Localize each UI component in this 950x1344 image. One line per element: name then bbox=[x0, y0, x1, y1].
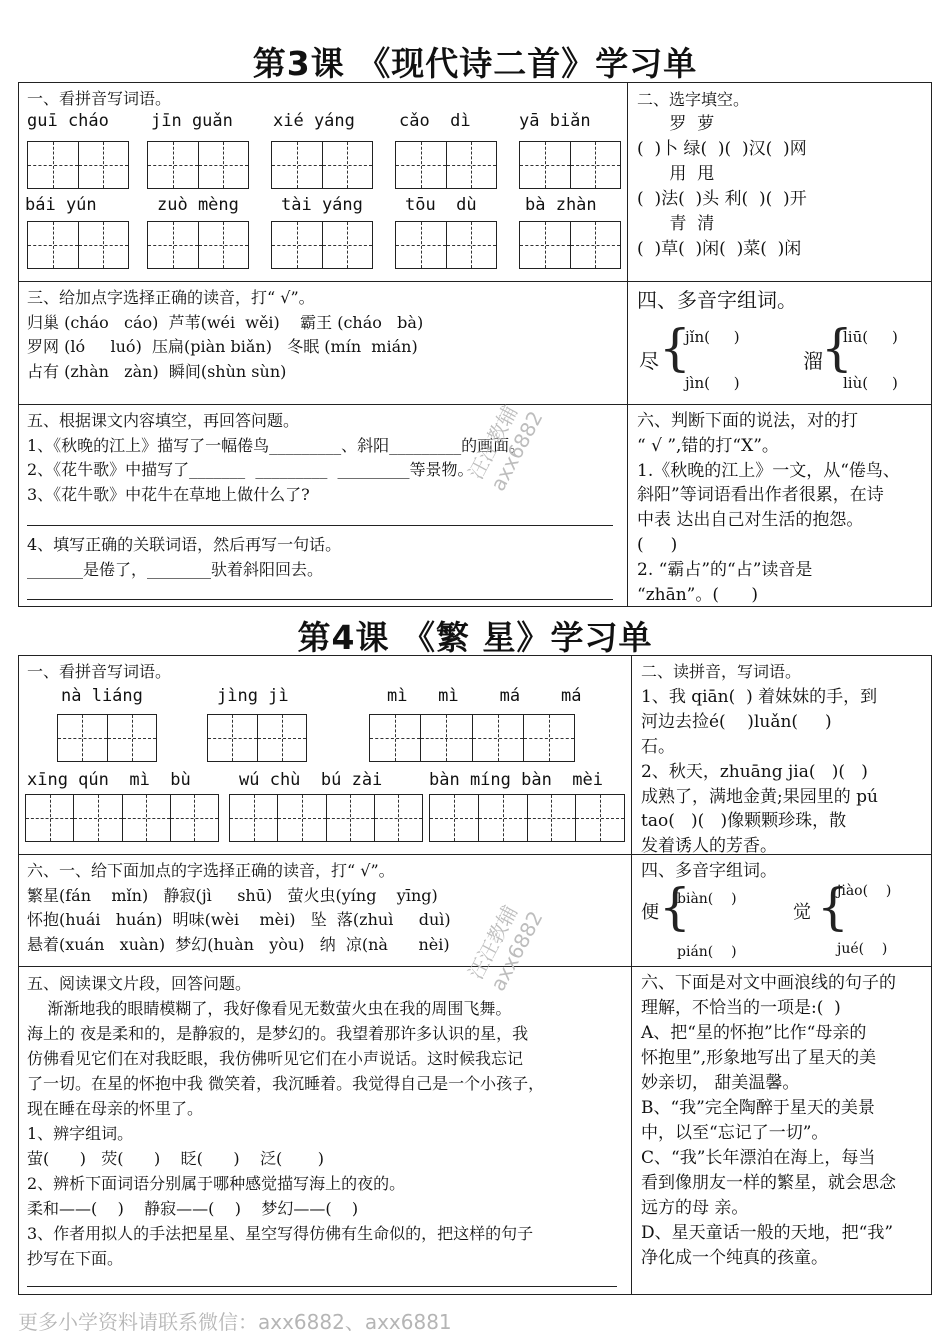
l3-q3-heading: 三、给加点字选择正确的读音，打“ √”。 bbox=[27, 288, 315, 307]
l3-q6-line: ( ) bbox=[637, 534, 678, 555]
l3-q1-pinyin: cǎo dì bbox=[399, 111, 471, 131]
l4-q6-line: A、把“星的怀抱”比作“母亲的 bbox=[641, 1023, 867, 1043]
l3-q1-pinyin: tài yáng bbox=[281, 195, 363, 215]
l4-q3-heading: 六、一、给下面加点的字选择正确的读音，打“ √”。 bbox=[27, 861, 395, 880]
l4-writing-grid[interactable] bbox=[207, 714, 307, 762]
l4-q6-line: B、“我”完全陶醉于星天的美景 bbox=[641, 1098, 875, 1118]
l3-q1-pinyin: xié yáng bbox=[273, 111, 355, 131]
l4-writing-grid[interactable] bbox=[57, 714, 157, 762]
l3-q3-cell bbox=[19, 282, 627, 404]
l3-q4-reading: liù( ) bbox=[843, 374, 898, 392]
l4-q3-line: 悬着(xuán xuàn) 梦幻(huàn yòu) 纳 凉(nà nèi) bbox=[27, 934, 450, 954]
l3-q1-pinyin: jīn guǎn bbox=[151, 111, 233, 131]
l3-q4-reading: jìn( ) bbox=[685, 374, 740, 392]
l3-q4-reading: jǐn( ) bbox=[685, 328, 740, 346]
l3-q6-line: 1.《秋晚的江上》一文，从“倦鸟、 bbox=[637, 460, 900, 481]
l4-q5-passage-line: 现在睡在母亲的怀里了。 bbox=[27, 1099, 204, 1118]
l4-writing-grid[interactable] bbox=[429, 794, 625, 842]
l3-q2-line: 青 清 bbox=[637, 214, 715, 234]
l4-q5-sub-line: 萤( ) 荧( ) 眨( ) 泛( ) bbox=[27, 1149, 325, 1168]
l4-q5-sub-heading: 2、辨析下面词语分别属于哪种感觉描写海上的夜的。 bbox=[27, 1174, 406, 1193]
l4-writing-grid[interactable] bbox=[369, 714, 575, 762]
l4-q2-line: 发着诱人的芳香。 bbox=[641, 836, 777, 854]
l3-q6-line: 斜阳”等词语看出作者很累，在诗 bbox=[637, 485, 884, 506]
l3-q6-line: “zhān”。( ) bbox=[637, 584, 759, 605]
l4-q6-line: D、星天童话一般的天地，把“我” bbox=[641, 1223, 894, 1243]
l3-q5-sub-heading: 4、填写正确的关联词语，然后再写一句话。 bbox=[27, 535, 342, 554]
l4-q2-line: 石。 bbox=[641, 736, 675, 757]
l4-q2-line: 成熟了，满地金黄;果园里的 pú bbox=[641, 786, 878, 807]
l3-q4-char: 尽 bbox=[639, 349, 659, 373]
l3-q1-pinyin: bà zhàn bbox=[525, 195, 597, 215]
l3-q3-line: 占有 (zhàn zàn) 瞬间(shùn sùn) bbox=[27, 361, 287, 381]
l3-q2-line: ( )法( )头 利( )( )开 bbox=[637, 189, 807, 209]
l3-writing-grid[interactable] bbox=[519, 141, 621, 189]
l3-q6-line: 2. “霸占”的“占”读音是 bbox=[637, 559, 813, 580]
l3-q4-heading: 四、多音字组词。 bbox=[637, 288, 797, 312]
brace-icon: { bbox=[659, 878, 691, 936]
l4-q4-char: 便 bbox=[641, 902, 659, 923]
l3-q3-line: 罗网 (ló luó) 压扁(piàn biǎn) 冬眠 (mín mián) bbox=[27, 337, 418, 356]
l4-q5-passage-line: 海上的 夜是柔和的，是静寂的，是梦幻的。我望着那许多认识的星，我 bbox=[27, 1024, 529, 1043]
watermark: 汪汪教辅 axx6882 bbox=[463, 401, 548, 495]
l4-q6-line: 净化成一个纯真的孩童。 bbox=[641, 1248, 828, 1268]
l3-q1-pinyin: guī cháo bbox=[27, 111, 109, 131]
l4-writing-grid[interactable] bbox=[229, 794, 423, 842]
l3-q6-line: “ √ ”,错的打“X”。 bbox=[637, 435, 779, 456]
l4-q4-reading: jiào( ) bbox=[837, 883, 892, 899]
l3-q1-heading: 一、看拼音写词语。 bbox=[27, 89, 172, 108]
l3-q5-heading: 五、根据课文内容填空，再回答问题。 bbox=[27, 411, 300, 430]
l4-q2-heading: 二、读拼音，写词语。 bbox=[641, 662, 802, 681]
l4-q5-passage-line: 渐渐地我的眼睛模糊了，我好像看见无数萤火虫在我的周围飞舞。 bbox=[27, 999, 512, 1018]
l3-q2-heading: 二、选字填空。 bbox=[637, 90, 750, 109]
l4-q2-line: 1、我 qiān( ) 着妹妹的手，到 bbox=[641, 686, 878, 707]
l4-q3-line: 繁星(fán mǐn) 静寂(jì shū) 萤火虫(yíng yīng) bbox=[27, 885, 438, 905]
l3-q5-sub-line: _______是倦了，________驮着斜阳回去。 bbox=[27, 560, 324, 579]
l4-q3-cell bbox=[19, 855, 631, 966]
l4-q6-heading: 六、下面是对文中画浪线的句子的 bbox=[641, 973, 896, 993]
l3-q1-pinyin: bái yún bbox=[25, 195, 97, 215]
l4-q5-passage-line: 了一切。在星的怀抱中我 微笑着，我沉睡着。我觉得自己是一个小孩子， bbox=[27, 1074, 545, 1093]
l3-writing-grid[interactable] bbox=[147, 221, 249, 269]
brace-icon: { bbox=[659, 319, 691, 377]
l4-q4-reading: jué( ) bbox=[837, 941, 888, 957]
l4-q6-line: 妙亲切， 甜美温馨。 bbox=[641, 1073, 800, 1093]
l3-writing-grid[interactable] bbox=[27, 221, 129, 269]
l4-q5-sub-heading: 3、作者用拟人的手法把星星、星空写得仿佛有生命似的，把这样的句子 bbox=[27, 1224, 534, 1243]
l3-writing-grid[interactable] bbox=[271, 141, 373, 189]
l4-q4-reading: biàn( ) bbox=[677, 891, 737, 907]
l3-writing-grid[interactable] bbox=[271, 221, 373, 269]
l3-q2-line: ( )卜 绿( )( )汉( )网 bbox=[637, 139, 807, 159]
l3-q5-line: 1、《秋晚的江上》描写了一幅倦鸟_________、斜阳_________的画面。 bbox=[27, 435, 526, 455]
lesson4-title: 第4课 《繁 星》学习单 bbox=[297, 618, 653, 657]
answer-line[interactable] bbox=[27, 1286, 617, 1287]
l3-q1-pinyin: yā biǎn bbox=[519, 111, 591, 131]
l3-q2-cell bbox=[629, 83, 931, 281]
l4-q2-line: tao( )( )像颗颗珍珠，散 bbox=[641, 811, 847, 832]
l4-q4-reading: pián( ) bbox=[677, 944, 737, 960]
l4-q1-pinyin: wú chù bú zài bbox=[239, 770, 383, 790]
l3-writing-grid[interactable] bbox=[27, 141, 129, 189]
l3-q1-pinyin: tōu dù bbox=[405, 195, 477, 215]
l4-q5-passage-line: 仿佛看见它们在对我眨眼，我仿佛听见它们在小声说话。这时候我忘记 bbox=[27, 1049, 524, 1068]
l3-writing-grid[interactable] bbox=[519, 221, 621, 269]
l4-q6-line: C、“我”长年漂泊在海上，每当 bbox=[641, 1148, 876, 1168]
brace-icon: { bbox=[817, 878, 849, 936]
l4-q6-line: 中，以至“忘记了一切”。 bbox=[641, 1123, 829, 1143]
l4-q5-sub-line: 抄写在下面。 bbox=[27, 1249, 124, 1268]
l4-q6-line: 理解，不恰当的一项是:( ) bbox=[641, 998, 841, 1018]
l4-q5-cell bbox=[19, 967, 631, 1294]
l3-q2-line: ( )草( )闲( )菜( )闲 bbox=[637, 239, 802, 259]
l3-q2-line: 罗 萝 bbox=[637, 114, 715, 134]
l4-q6-cell bbox=[633, 967, 931, 1294]
l3-q1-pinyin: zuò mèng bbox=[157, 195, 239, 215]
answer-line[interactable] bbox=[27, 599, 613, 600]
watermark: 汪汪教辅 axx6882 bbox=[463, 901, 548, 995]
lesson3-title: 第3课 《现代诗二首》学习单 bbox=[252, 44, 698, 83]
l3-writing-grid[interactable] bbox=[147, 141, 249, 189]
l4-writing-grid[interactable] bbox=[25, 794, 219, 842]
l4-q1-pinyin: bàn míng bàn mèi bbox=[429, 770, 603, 790]
brace-icon: { bbox=[821, 319, 853, 377]
l3-writing-grid[interactable] bbox=[395, 141, 497, 189]
l4-q5-heading: 五、阅读课文片段，回答问题。 bbox=[27, 974, 252, 993]
l3-q5-line: 2、《花牛歌》中描写了_______ _________ _________等景物。 bbox=[27, 460, 474, 479]
l4-q1-pinyin: mì mì má má bbox=[387, 686, 582, 706]
l4-q6-line: 看到像朋友一样的繁星，就会思念 bbox=[641, 1173, 896, 1193]
l3-q4-reading: liū( ) bbox=[843, 328, 898, 346]
l3-q5-line: 3、《花牛歌》中花牛在草地上做什么了? bbox=[27, 484, 310, 504]
l3-q6-line: 中表 达出自己对生活的抱怨。 bbox=[637, 510, 864, 531]
l4-q4-char: 觉 bbox=[793, 902, 811, 923]
l3-q2-line: 用 甩 bbox=[637, 164, 715, 184]
l4-q3-line: 怀抱(huái huán) 明味(wèi mèi) 坠 落(zhuì duì) bbox=[27, 910, 451, 929]
l4-q2-cell bbox=[633, 656, 931, 854]
lesson3-worksheet bbox=[18, 82, 932, 607]
l4-q5-sub-heading: 1、辨字组词。 bbox=[27, 1124, 134, 1143]
l3-q4-char: 溜 bbox=[803, 349, 823, 373]
l4-q1-heading: 一、看拼音写词语。 bbox=[27, 662, 172, 681]
l4-q5-sub-line: 柔和——( ) 静寂——( ) 梦幻——( ) bbox=[27, 1199, 359, 1218]
l4-q1-pinyin: jìng jì bbox=[217, 686, 289, 706]
l4-q1-pinyin: xīng qún mì bù bbox=[27, 770, 191, 790]
l3-q6-heading: 六、判断下面的说法，对的打 bbox=[637, 411, 858, 431]
l4-q1-pinyin: nà liáng bbox=[61, 686, 143, 706]
l3-q3-line: 归巢 (cháo cáo) 芦苇(wéi wěi) 霸王 (cháo bà) bbox=[27, 312, 424, 332]
l3-q6-cell bbox=[629, 405, 931, 605]
l4-q2-line: 河边去捡é( )luǎn( ) bbox=[641, 711, 832, 732]
l4-q4-heading: 四、多音字组词。 bbox=[641, 861, 777, 881]
answer-line[interactable] bbox=[27, 525, 613, 526]
footer-contact: 更多小学资料请联系微信：axx6882、axx6881 bbox=[18, 1310, 452, 1334]
l4-q6-line: 怀抱里”,形象地写出了星天的美 bbox=[641, 1048, 877, 1068]
l4-q2-line: 2、秋天，zhuāng jia( )( ) bbox=[641, 761, 868, 782]
l3-writing-grid[interactable] bbox=[395, 221, 497, 269]
l4-q6-line: 远方的母 亲。 bbox=[641, 1198, 749, 1218]
